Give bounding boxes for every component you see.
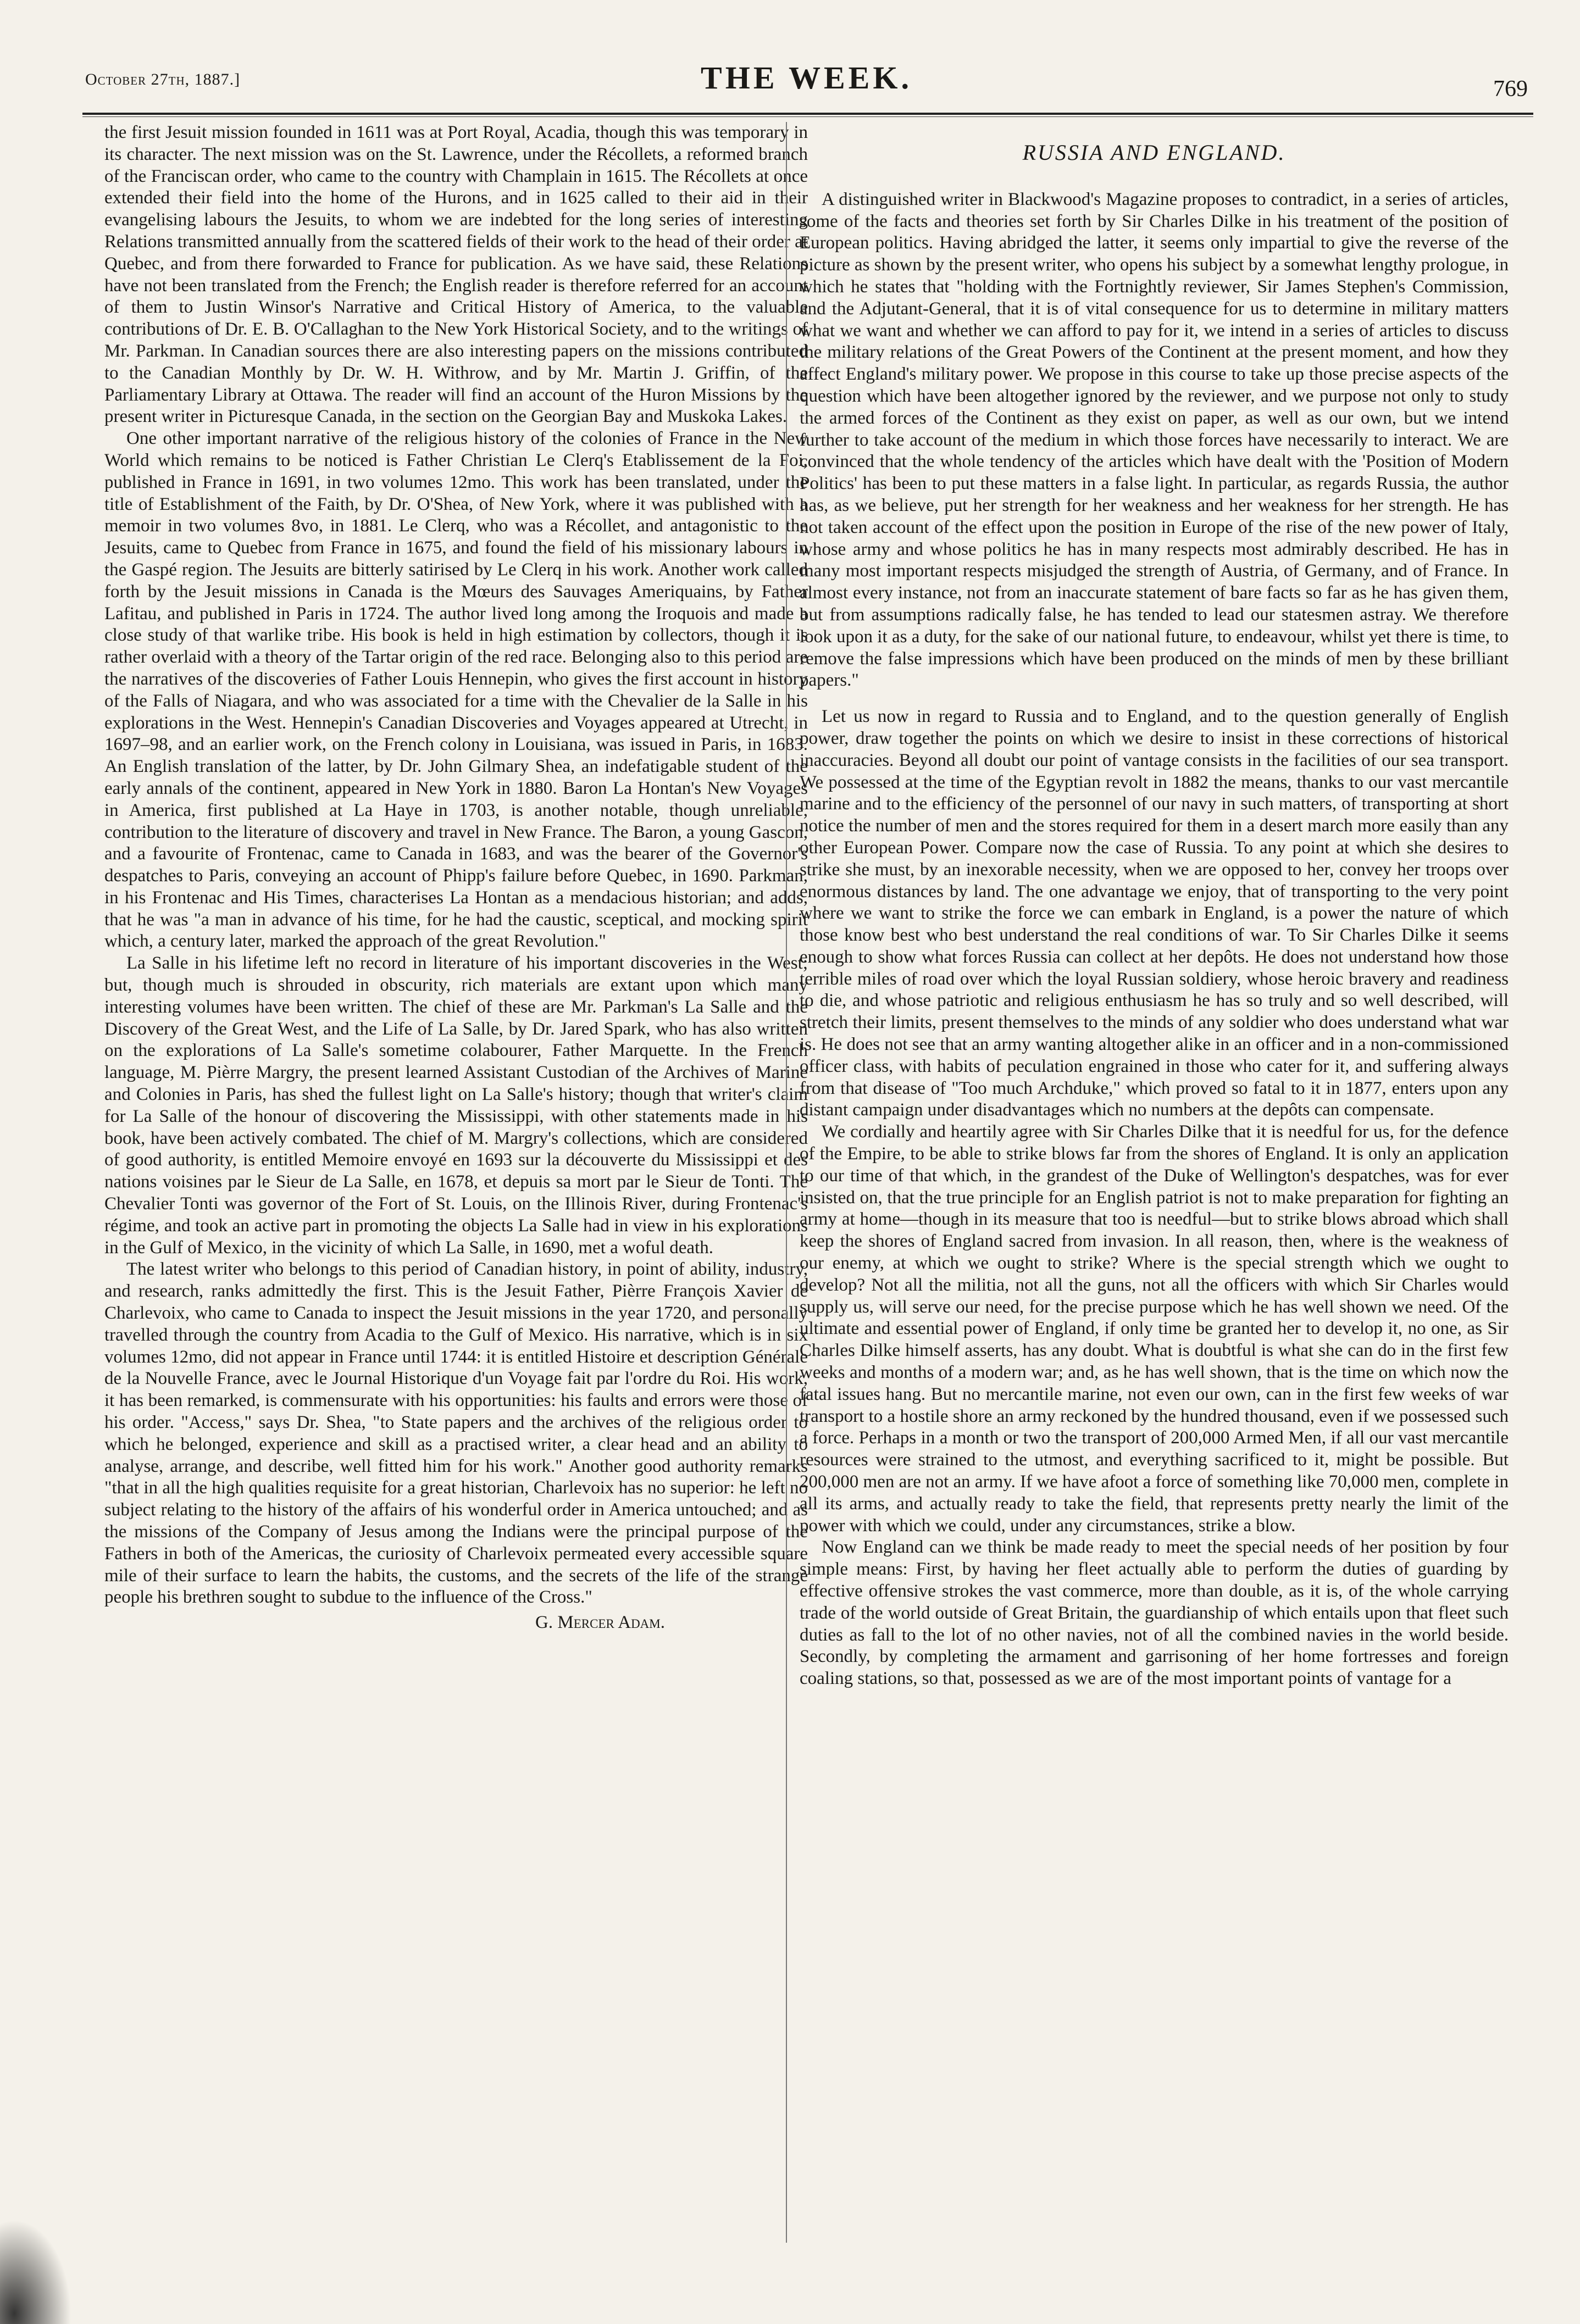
left-paragraph-4: The latest writer who belongs to this period of Canadian history, in point of ability, industry, and research, ranks admittedly the first. This is the Jesuit Father, Pièrre François Xavier de Charlevoix, who came to Canada to inspect the Jesuit missions in the year 1720, and personally travelled through the country from Acadia to the Gulf of Mexico. His narrative, which is in six volumes 12mo, did not appear in France until 1744: it is entitled Histoire et description Générale de la Nouvelle France, avec le Journal Historique d'un Voyage fait par l'ordre du Roi. His work, it has been remarked, is commensurate with his opportunities: his faults and errors were those of his order. "Access," says Dr. Shea, "to State papers and the archives of the religious order to which he belonged, experience and skill as a practised writer, a clear head and an ability to analyse, arrange, and describe, well fitted him for his work." Another good authority remarks "that in all the high qualities requisite for a great historian, Charlevoix has no superior: he left no subject relating to the history of the affairs of his wonderful order in America untouched; and as the missions of the Company of Jesus among the Indians were the principal purpose of the Fathers in both of the Americas, the curiosity of Charlevoix permeated every accessible square mile of their surface to learn the habits, the customs, and the secrets of the life of the strange people his brethren sought to subdue to the influence of the Cross." bbox=[104, 1259, 808, 1608]
right-paragraph-1: A distinguished writer in Blackwood's Magazine proposes to contradict, in a series of articles, some of the facts and theories set forth by Sir Charles Dilke in his treatment of the position of European politics. Having abridged the latter, it seems only impartial to give the reverse of the picture as shown by the present writer, who opens his subject by a somewhat lengthy prologue, in which he states that "holding with the Fortnightly reviewer, Sir James Stephen's Commission, and the Adjutant-General, that it is of vital consequence for us to determine in military matters what we want and whether we can afford to pay for it, we intend in a series of articles to discuss the military relations of the Great Powers of the Continent at the present moment, and how they affect England's military power. We propose in this course to take up those precise aspects of the question which have been altogether ignored by the reviewer, and we purpose not only to study the armed forces of the Continent as they exist on paper, as well as our own, but we intend further to take account of the medium in which those forces have necessarily to interact. We are convinced that the whole tendency of the articles which have dealt with the 'Position of Modern Politics' has been to put these matters in a false light. In particular, as regards Russia, the author has, as we believe, put her strength for her weakness and her weakness for her strength. He has not taken account of the effect upon the position in Europe of the rise of the new power of Italy, whose army and whose politics he has in many respects most admirably described. He has in many most important respects misjudged the strength of Austria, of Germany, and of France. In almost every instance, not from an inaccurate statement of bare facts so far as he has given them, but from assumptions radically false, he has tended to lead our statesmen astray. We therefore look upon it as a duty, for the sake of our national future, to endeavour, whilst yet there is time, to remove the false impressions which have been produced on the minds of men by these brilliant papers." bbox=[800, 189, 1509, 691]
right-column bbox=[800, 122, 1509, 2309]
page-header bbox=[85, 59, 1528, 109]
issue-date: October 27th, 1887.] bbox=[85, 70, 241, 88]
left-paragraph-3: La Salle in his lifetime left no record in literature of his important discoveries in the West; but, though much is shrouded in obscurity, rich materials are extant upon which many interesting volumes have been written. The chief of these are Mr. Parkman's La Salle and the Discovery of the Great West, and the Life of La Salle, by Dr. Jared Spark, who has also written on the explorations of La Salle's sometime colabourer, Father Marquette. In the French language, M. Pièrre Margry, the present learned Assistant Custodian of the Archives of Marine and Colonies in Paris, has shed the fullest light on La Salle's history; though that writer's claim for La Salle of the honour of discovering the Mississippi, with other statements made in his book, have been actively combated. The chief of M. Margry's collections, which are considered of good authority, is entitled Memoire envoyé en 1693 sur la découverte du Mississippi et des nations voisines par le Sieur de La Salle, en 1678, et depuis sa mort par le Sieur de Tonti. The Chevalier Tonti was governor of the Fort of St. Louis, on the Illinois River, during Frontenac's régime, and took an active part in promoting the objects La Salle had in view in his explorations in the Gulf of Mexico, in the vicinity of which La Salle, in 1690, met a woful death. bbox=[104, 953, 808, 1258]
column-divider bbox=[786, 122, 787, 2243]
left-column bbox=[104, 122, 808, 2309]
article-title: RUSSIA AND ENGLAND. bbox=[1022, 140, 1286, 165]
right-paragraph-3: We cordially and heartily agree with Sir Charles Dilke that it is needful for us, for the defence of the Empire, to be able to strike blows far from the shores of England. It is only an application to our time of that which, in the grandest of the Duke of Wellington's despatches, was for ever insisted on, that the true principle for an English patriot is not to make preparation for fighting an army at home—though in its measure that too is needful—but to strike blows abroad which shall keep the shores of England sacred from invasion. In all reason, then, where is the weakness of our enemy, at which we ought to strike? Where is the special strength which we ought to develop? Not all the militia, not all the guns, not all the officers with which Sir Charles would supply us, will serve our need, for the precise purpose which he has well shown we need. Of the ultimate and essential power of England, if only time be granted her to develop it, no one, as Sir Charles Dilke himself asserts, has any doubt. What is doubtful is what she can do in the first few weeks and months of a modern war; and, as he has well shown, that is the time on which now the fatal issues hang. But no mercantile marine, not even our own, can in the first few weeks of war transport to a hostile shore an army reckoned by the hundred thousand, even if we possessed such a force. Perhaps in a month or two the transport of 200,000 Armed Men, if all our vast mercantile resources were strained to the utmost, and everything sacrificed to it, might be possible. But 200,000 men are not an army. If we have afoot a force of something like 70,000 men, complete in all its arms, and actually ready to take the field, that represents pretty nearly the limit of the power with which we could, under any circumstances, strike a blow. bbox=[800, 1122, 1509, 1536]
page-number: 769 bbox=[1493, 76, 1528, 102]
publication-title: THE WEEK. bbox=[701, 60, 912, 96]
right-paragraph-2: Let us now in regard to Russia and to England, and to the question generally of English power, draw together the points on which we desire to insist in these corrections of historical inaccuracies. Beyond all doubt our point of vantage consists in the facilities of our sea transport. We possessed at the time of the Egyptian revolt in 1882 the means, thanks to our vast mercantile marine and to the efficiency of the personnel of our navy in such matters, of transporting at short notice the number of men and the stores required for them in a desert march more easily than any other European Power. Compare now the case of Russia. To any point at which she desires to strike she must, by an inexorable necessity, when we are opposed to her, convey her troops over enormous distances by land. The one advantage we enjoy, that of transporting to the very point where we want to strike the force we can embark in England, is a power the nature of which those know best who best understand the real conditions of war. To Sir Charles Dilke it seems enough to show what forces Russia can collect at her depôts. He does not understand how those terrible miles of road over which the loyal Russian soldiery, whose heroic bravery and readiness to die, and whose patriotic and religious enthusiasm he has so truly and so well described, will stretch their limits, present themselves to the minds of any soldier who does understand what war is. He does not see that an army wanting altogether alike in an officer and in a non-commissioned officer class, with habits of peculation engrained in those who cater for it, and suffering always from that disease of "Too much Archduke," which proved so fatal to it in 1877, enters upon any distant campaign under disadvantages which no numbers at the depôts can compensate. bbox=[800, 707, 1509, 1120]
header-rule bbox=[82, 113, 1533, 115]
left-paragraph-2: One other important narrative of the religious history of the colonies of France in the New World which remains to be noticed is Father Christian Le Clerq's Etablissement de la Foi, published in France in 1691, in two volumes 12mo. This work has been translated, under the title of Establishment of the Faith, by Dr. O'Shea, of New York, where it was published with a memoir in two volumes 8vo, in 1881. Le Clerq, who was a Récollet, and antagonistic to the Jesuits, came to Quebec from France in 1675, and found the field of his missionary labours in the Gaspé region. The Jesuits are bitterly satirised by Le Clerq in his work. Another work called forth by the Jesuit missions in Canada is the Mœurs des Sauvages Ameriquains, by Father Lafitau, and published in Paris in 1724. The author lived long among the Iroquois and made a close study of that warlike tribe. His book is held in high estimation by collectors, though it is rather overlaid with a theory of the Tartar origin of the red race. Belonging also to this period are the narratives of the discoveries of Father Louis Hennepin, who gives the first account in history of the Falls of Niagara, and who was associated for a time with the Chevalier de la Salle in his explorations in the West. Hennepin's Canadian Discoveries and Voyages appeared at Utrecht, in 1697–98, and an earlier work, on the French colony in Louisiana, was issued in Paris, in 1683. An English translation of the latter, by Dr. John Gilmary Shea, an indefatigable student of the early annals of the continent, appeared in New York in 1880. Baron La Hontan's New Voyages in America, first published at La Haye in 1703, is another notable, though unreliable, contribution to the literature of discovery and travel in New France. The Baron, a young Gascon, and a favourite of Frontenac, came to Canada in 1683, and was the bearer of the Governor's despatches to Paris, conveying an account of Phipp's failure before Quebec, in 1690. Parkman, in his Frontenac and His Times, characterises La Hontan as a mendacious historian; and adds, that he was "a man in advance of his time, for he had the caustic, sceptical, and mocking spirit which, a century later, marked the approach of the great Revolution." bbox=[104, 429, 808, 952]
left-paragraph-1: the first Jesuit mission founded in 1611 was at Port Royal, Acadia, though this was temporary in its character. The next mission was on the St. Lawrence, under the Récollets, a reformed branch of the Franciscan order, who came to the country with Champlain in 1615. The Récollets at once extended their field into the home of the Hurons, and in 1625 called to their aid in their evangelising labours the Jesuits, to whom we are indebted for the long series of interesting Relations transmitted annually from the scattered fields of their work to the head of their order at Quebec, and from there forwarded to France for publication. As we have said, these Relations have not been translated from the French; the English reader is therefore referred for an account of them to Justin Winsor's Narrative and Critical History of America, to the valuable contributions of Dr. E. B. O'Callaghan to the New York Historical Society, and to the writings of Mr. Parkman. In Canadian sources there are also interesting papers on the missions contributed to the Canadian Monthly by Dr. W. H. Withrow, and by Mr. Martin J. Griffin, of the Parliamentary Library at Ottawa. The reader will find an account of the Huron Missions by the present writer in Picturesque Canada, in the section on the Georgian Bay and Muskoka Lakes. bbox=[104, 123, 808, 427]
scan-smudge bbox=[0, 2220, 71, 2324]
header-rule-thin bbox=[82, 116, 1533, 117]
right-paragraph-4: Now England can we think be made ready to meet the special needs of her position by four simple means: First, by having her fleet actually able to perform the duties of guarding by effective offensive strokes the vast commerce, more than double, as it is, of the whole carrying trade of the world outside of Great Britain, the guardianship of which entails upon that fleet such duties as fall to the lot of no other navies, not of all the combined navies in the world beside. Secondly, by completing the armament and garrisoning of her home fortresses and foreign coaling stations, so that, possessed as we are of the most important points of vantage for a bbox=[800, 1537, 1509, 1689]
author-signature: G. Mercer Adam. bbox=[535, 1613, 665, 1633]
